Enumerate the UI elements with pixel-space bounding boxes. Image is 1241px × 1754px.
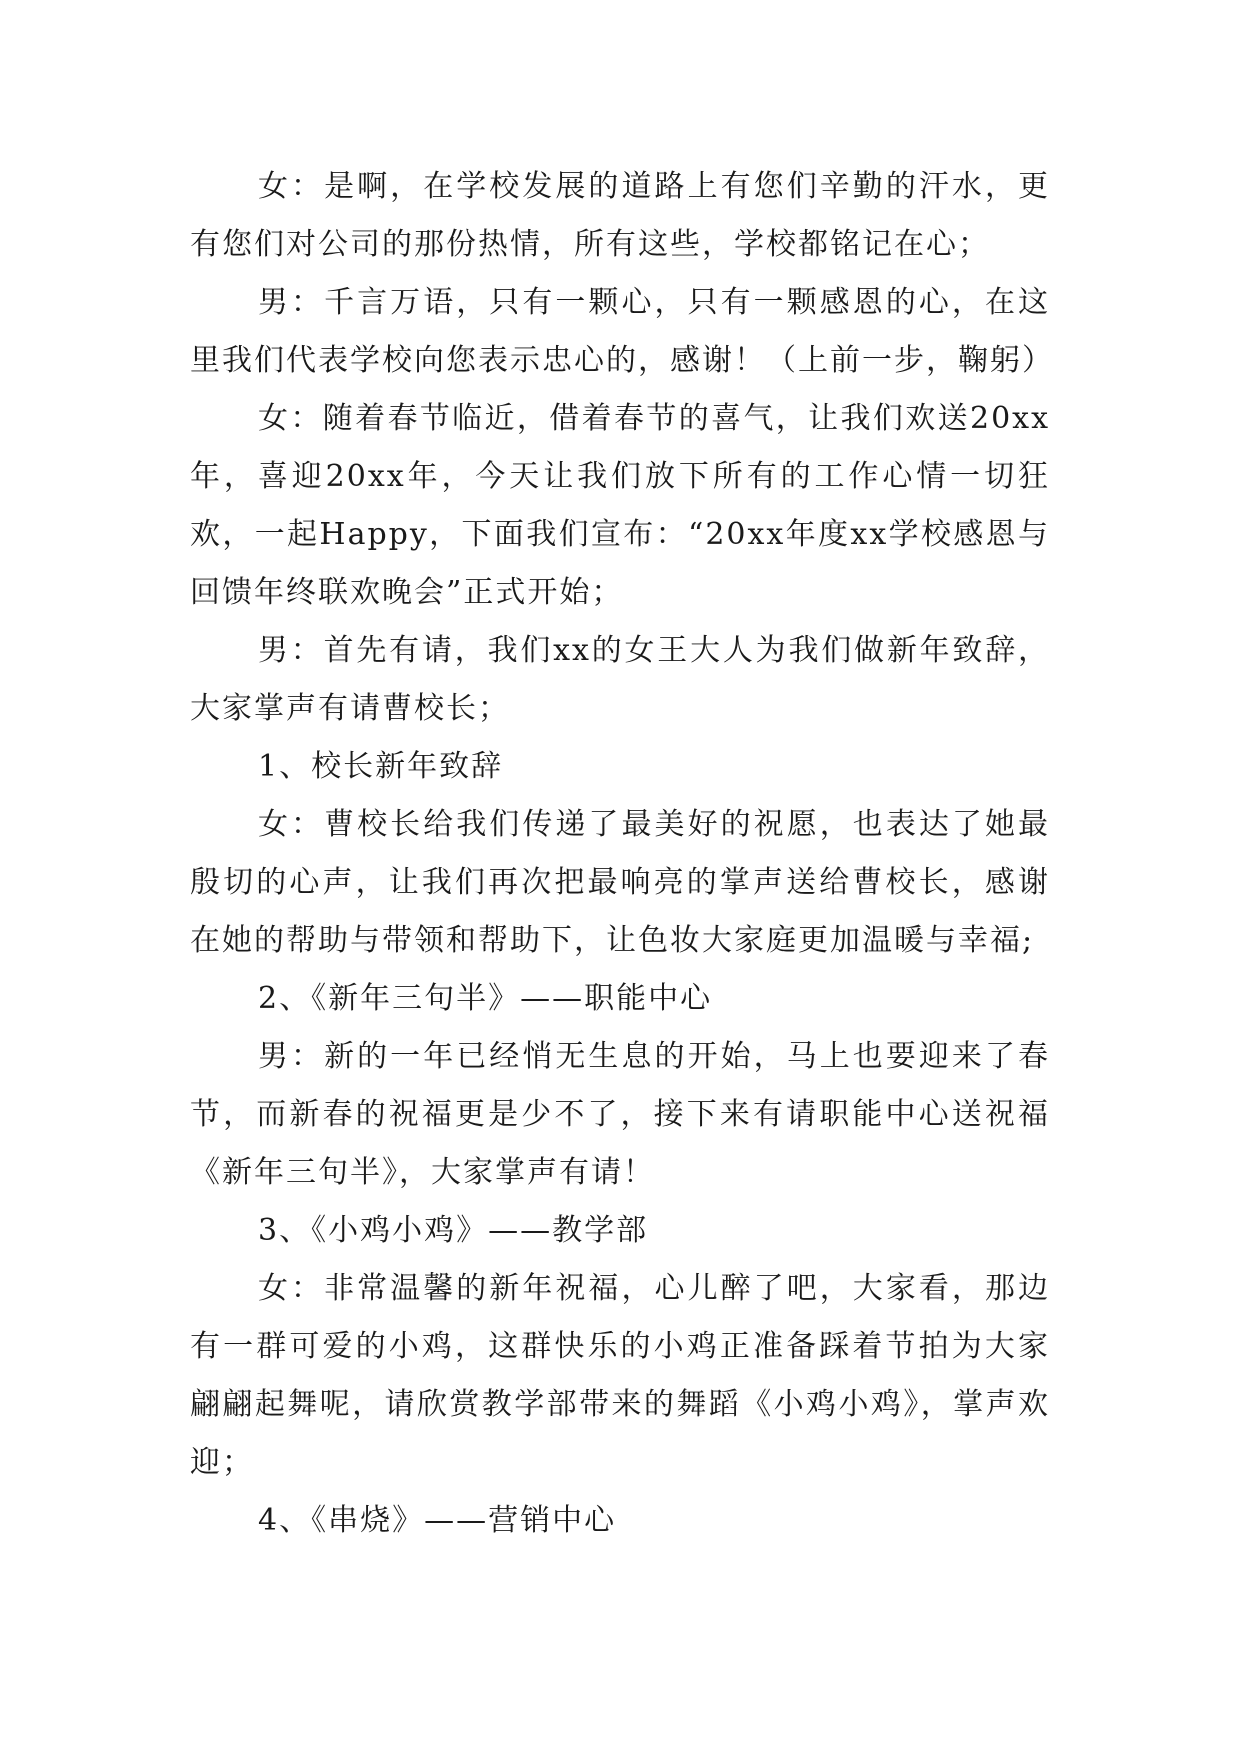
- dialogue-paragraph-female-intro-3: 女：非常温馨的新年祝福，心儿醉了吧，大家看，那边有一群可爱的小鸡，这群快乐的小鸡正准备踩着节拍为大家翩翩起舞呢，请欣赏教学部带来的舞蹈《小鸡小鸡》，掌声欢迎；: [190, 1271, 1050, 1480]
- program-item-4: 4、《串烧》——营销中心: [258, 1503, 617, 1538]
- dialogue-paragraph-male-gratitude: 男：千言万语，只有一颗心，只有一颗感恩的心，在这里我们代表学校向您表示忠心的，感谢！（上前一步，鞠躬）: [190, 285, 1054, 378]
- program-item-3: 3、《小鸡小鸡》——教学部: [258, 1213, 649, 1248]
- program-item-1: 1、校长新年致辞: [258, 749, 504, 784]
- document-body: [190, 158, 1054, 1550]
- dialogue-paragraph-female-thanks: 女：是啊，在学校发展的道路上有您们辛勤的汗水，更有您们对公司的那份热情，所有这些，学校都铭记在心；: [190, 169, 1050, 262]
- dialogue-paragraph-female-after-speech: 女：曹校长给我们传递了最美好的祝愿，也表达了她最殷切的心声，让我们再次把最响亮的掌声送给曹校长，感谢在她的帮助与带领和帮助下，让色妆大家庭更加温暖与幸福;: [190, 807, 1050, 958]
- dialogue-paragraph-male-invite-principal: 男：首先有请，我们xx的女王大人为我们做新年致辞，大家掌声有请曹校长；: [190, 633, 1050, 726]
- dialogue-paragraph-male-intro-2: 男：新的一年已经悄无生息的开始，马上也要迎来了春节，而新春的祝福更是少不了，接下来有请职能中心送祝福《新年三句半》，大家掌声有请！: [190, 1039, 1050, 1190]
- program-item-2: 2、《新年三句半》——职能中心: [258, 981, 713, 1016]
- dialogue-paragraph-female-opening: 女：随着春节临近，借着春节的喜气，让我们欢送20xx年，喜迎20xx年，今天让我们放下所有的工作心情一切狂欢，一起Happy，下面我们宣布：“20xx年度xx学校感恩与回馈年终联欢晚会”正式开始；: [190, 401, 1050, 610]
